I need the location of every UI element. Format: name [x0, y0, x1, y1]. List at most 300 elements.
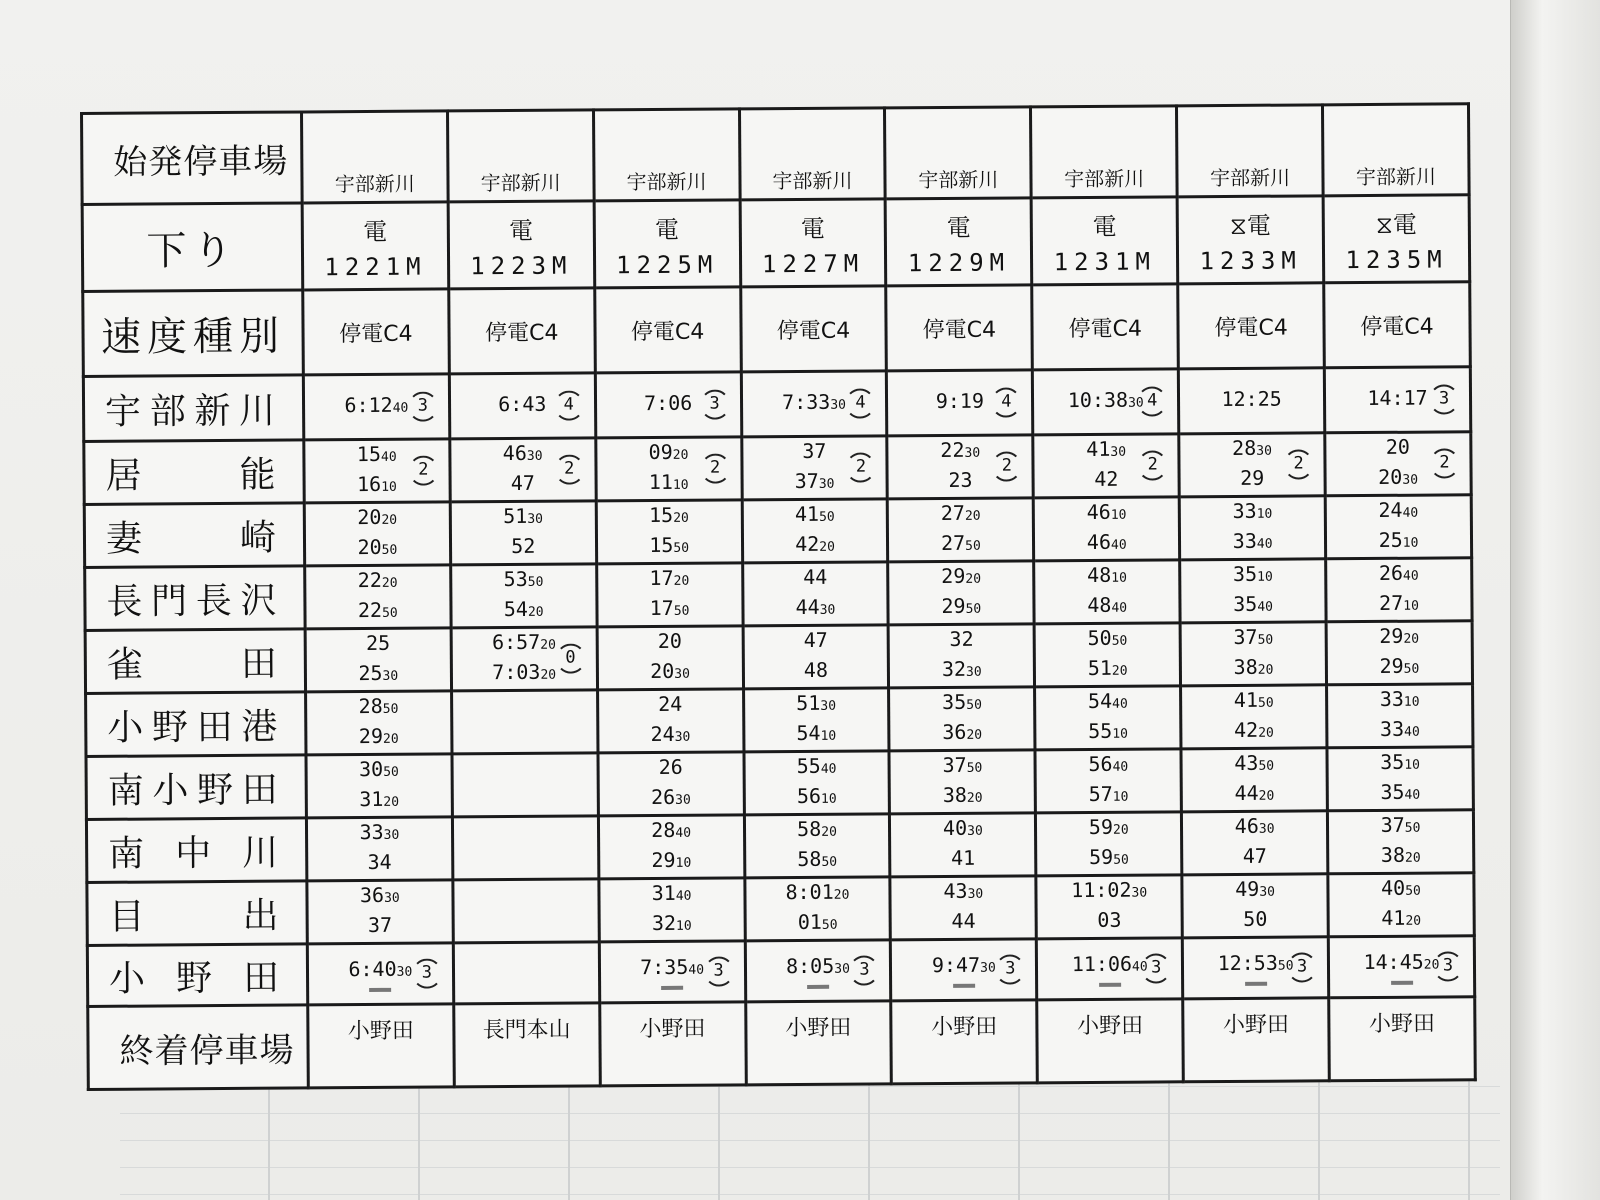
time-main: 53 [503, 566, 528, 592]
station-name-cell [86, 755, 306, 820]
station-name-char: 南 [107, 770, 144, 812]
time-main: 20 [1378, 464, 1403, 489]
station-name [108, 761, 278, 813]
stop-times [1379, 560, 1419, 620]
time-line [942, 689, 982, 719]
time-main: 29 [358, 723, 384, 749]
time-main: 41 [794, 501, 820, 527]
track-number-badge: 3 [703, 956, 733, 986]
station-name-char: 小 [108, 958, 146, 1000]
time-main: 9:19 [935, 388, 985, 414]
stop-time-cell [890, 813, 1036, 877]
stop-times [651, 817, 691, 877]
time-main: 58 [797, 846, 822, 872]
station-name-char: 新 [194, 390, 231, 432]
time-line [359, 756, 399, 786]
time-seconds: 10 [1403, 694, 1420, 710]
time-line [650, 658, 690, 688]
station-name-cell [84, 503, 304, 568]
time-line [652, 910, 692, 940]
station-row [87, 873, 1474, 946]
time-seconds: 30 [384, 890, 400, 906]
stop-times [359, 756, 399, 816]
time-line [796, 690, 836, 720]
time-main: 51 [503, 503, 528, 529]
stop-times [785, 879, 849, 939]
time-line [797, 816, 837, 846]
station-name-char: 田 [240, 643, 277, 685]
time-main: 29 [1379, 653, 1404, 678]
time-line [359, 723, 399, 753]
terminal-station: 小野田 [1183, 998, 1329, 1082]
time-main: 48 [803, 657, 829, 682]
station-name-cell [87, 881, 307, 946]
track-number-badge: 0 [555, 643, 585, 673]
terminal-label: 終着停車場 [88, 1005, 308, 1090]
stop-times [360, 882, 400, 942]
stop-times [1380, 686, 1420, 746]
time-main: 41 [1233, 687, 1259, 712]
train-number-row [82, 195, 1470, 292]
train-type-label: 電 [1092, 212, 1117, 241]
stop-time-cell [744, 877, 890, 941]
time-seconds: 50 [1403, 661, 1420, 677]
time-seconds: 50 [966, 697, 982, 713]
time-main: 33 [1232, 498, 1257, 523]
stop-time-cell [1036, 875, 1182, 939]
stop-times [640, 954, 704, 990]
stop-time-cell [1182, 811, 1328, 875]
time-main: 29 [1240, 465, 1265, 490]
time-seconds: 40 [1131, 959, 1148, 975]
time-line [1218, 950, 1294, 981]
stop-time-cell [889, 624, 1035, 688]
time-main: 31 [651, 880, 676, 906]
station-name-char: 港 [241, 706, 278, 748]
track-number-badge: 3 [1287, 952, 1317, 982]
time-main: 50 [1243, 906, 1268, 931]
stop-time-cell [742, 562, 888, 626]
stop-time-cell [599, 941, 745, 1003]
time-seconds: 30 [1258, 821, 1275, 837]
stop-times [1221, 370, 1282, 432]
time-line [1089, 844, 1129, 874]
time-main: 59 [1088, 814, 1114, 839]
time-line [795, 594, 835, 624]
stop-times [796, 690, 836, 750]
track-number-badge: 3 [995, 954, 1025, 984]
time-main: 46 [1086, 499, 1111, 524]
time-seconds: 30 [675, 792, 691, 808]
stop-times [504, 566, 544, 626]
time-seconds: 40 [1257, 599, 1274, 615]
time-line [1381, 905, 1421, 935]
stop-times [1381, 812, 1421, 872]
time-line [651, 847, 691, 877]
time-main: 36 [359, 882, 385, 908]
time-main: 6:40 [348, 956, 397, 982]
time-main: 12:25 [1221, 386, 1282, 412]
station-name-char: 宇 [104, 391, 142, 433]
stop-time-cell [1034, 497, 1180, 561]
track-number-badge: 3 [700, 389, 730, 419]
station-name-char: 川 [238, 390, 276, 432]
time-line [649, 532, 689, 562]
time-seconds: 50 [821, 854, 838, 870]
station-name-cell [86, 818, 306, 883]
time-main: 29 [941, 593, 966, 618]
time-seconds: 40 [820, 761, 837, 777]
time-seconds: 40 [1402, 505, 1419, 521]
train-type [741, 208, 884, 244]
time-main: 33 [1379, 716, 1405, 741]
time-line [1088, 718, 1128, 748]
stop-time-cell [1179, 433, 1325, 497]
station-row [86, 684, 1473, 757]
station-row [87, 936, 1474, 1007]
stop-time-cell [595, 437, 741, 501]
station-row [84, 432, 1471, 505]
time-line [1379, 590, 1419, 620]
stop-times [650, 628, 690, 688]
time-main: 9:47 [931, 952, 981, 978]
time-line [503, 440, 543, 470]
stop-time-cell [595, 372, 741, 438]
stop-times [1232, 498, 1272, 558]
time-line [358, 630, 398, 660]
train-number: 1233M [1199, 245, 1302, 275]
stop-times [1087, 625, 1127, 685]
time-line [941, 593, 981, 623]
time-main: 27 [940, 500, 965, 525]
time-line [359, 819, 399, 849]
track-number-badge: 2 [992, 451, 1022, 481]
stop-times [1235, 813, 1275, 873]
time-main: 46 [502, 440, 527, 466]
time-main: 28 [1232, 435, 1257, 460]
station-name-char: 田 [242, 957, 280, 999]
time-seconds: 40 [1404, 787, 1421, 803]
stop-time-cell [743, 688, 889, 752]
stop-time-cell [596, 563, 742, 627]
time-main: 41 [950, 845, 976, 870]
time-seconds: 20 [964, 508, 981, 524]
time-line [649, 469, 689, 499]
time-seconds: 20 [965, 571, 982, 587]
track-number-badge: 3 [1429, 384, 1459, 414]
time-line [504, 596, 544, 626]
time-main: 54 [796, 720, 821, 746]
time-line [1235, 843, 1275, 873]
time-main: 47 [803, 627, 828, 652]
time-seconds: 30 [980, 960, 996, 976]
time-line [357, 504, 397, 534]
time-main: 24 [650, 721, 675, 747]
time-main: 31 [359, 786, 384, 812]
stop-times [1072, 951, 1148, 988]
speed-class-row [83, 282, 1471, 377]
stop-times [650, 691, 690, 751]
time-line [804, 627, 828, 657]
time-seconds: 40 [1112, 696, 1128, 712]
time-main: 44 [795, 594, 820, 620]
time-main: 7:06 [643, 390, 693, 416]
stop-time-cell [1179, 496, 1325, 560]
time-seconds: 30 [967, 886, 984, 902]
time-seconds: 20 [383, 794, 400, 810]
track-number-badge: 3 [1141, 953, 1171, 983]
time-seconds: 10 [1110, 507, 1127, 523]
time-line [943, 845, 983, 875]
time-line [943, 878, 983, 908]
time-main: 37 [1233, 624, 1258, 649]
time-line [1068, 371, 1144, 434]
time-line [1087, 592, 1127, 622]
station-name-char: 妻 [105, 518, 143, 560]
time-main: 15 [649, 532, 674, 558]
time-main: 54 [1087, 688, 1113, 713]
speed-class: 停電C4 [1178, 283, 1324, 369]
station-name-char: 崎 [239, 517, 277, 559]
time-main: 25 [358, 660, 383, 686]
stop-times [1071, 877, 1147, 938]
terminal-station: 小野田 [1329, 997, 1476, 1081]
station-name-char: 田 [196, 706, 233, 748]
stop-time-cell [1180, 622, 1326, 686]
time-main: 22 [357, 567, 382, 593]
stop-time-cell [1182, 874, 1328, 938]
time-line [348, 956, 412, 986]
stop-times [359, 693, 399, 753]
track-number-badge: 2 [554, 454, 584, 484]
time-line [649, 439, 689, 469]
stop-times [932, 952, 996, 988]
time-main: 29 [651, 847, 676, 873]
stop-time-cell [451, 627, 597, 691]
train-type [304, 211, 447, 247]
time-line [1378, 497, 1418, 527]
stop-times [1235, 876, 1275, 936]
time-line [360, 849, 400, 879]
time-seconds: 20 [672, 447, 689, 463]
time-seconds: 30 [526, 448, 543, 464]
time-main: 55 [1088, 718, 1113, 743]
time-seconds: 50 [673, 603, 690, 619]
time-main: 32 [941, 656, 967, 681]
time-line [357, 471, 397, 501]
time-main: 32 [651, 910, 677, 936]
train-header [1177, 196, 1323, 284]
stop-time-cell [598, 815, 744, 879]
origin-station: 宇部新川 [447, 110, 594, 202]
time-main: 11:06 [1071, 951, 1133, 977]
stop-times [1233, 561, 1273, 621]
stop-times [1088, 751, 1128, 811]
time-seconds: 10 [1402, 535, 1419, 551]
time-line [941, 530, 981, 560]
time-seconds: 30 [1259, 884, 1276, 900]
stop-times [1380, 749, 1420, 809]
stop-times [359, 819, 399, 879]
time-seconds: 20 [382, 731, 399, 747]
time-line [797, 783, 837, 813]
speed-class-label: 速度種別 [83, 290, 304, 377]
time-main: 43 [943, 878, 968, 903]
time-line [1367, 369, 1428, 431]
time-main: 44 [951, 908, 976, 933]
stop-time-cell [453, 942, 599, 1004]
time-line [1381, 842, 1421, 872]
time-main: 17 [649, 565, 674, 591]
time-line [786, 909, 850, 939]
stop-time-cell [887, 435, 1033, 499]
time-main: 7:35 [640, 954, 689, 980]
time-main: 40 [942, 815, 968, 840]
train-type [1179, 205, 1322, 241]
stop-times [649, 502, 689, 562]
time-line [1380, 686, 1420, 716]
station-name-char: 雀 [106, 644, 144, 686]
train-type-label: 電 [800, 214, 825, 243]
speed-class: 停電C4 [1324, 282, 1471, 368]
time-main: 09 [648, 439, 673, 465]
station-name [108, 887, 278, 939]
train-header [740, 199, 886, 287]
time-seconds: 30 [967, 823, 983, 839]
stop-time-cell [306, 754, 452, 818]
time-seconds: 20 [821, 824, 837, 840]
time-line [1233, 561, 1273, 591]
station-name-char: 川 [242, 832, 279, 874]
station-name [105, 382, 275, 434]
stop-time-cell [596, 500, 742, 564]
train-number: 1223M [470, 251, 573, 280]
time-main: 37 [794, 468, 819, 494]
time-main: 33 [359, 819, 384, 845]
terminal-station: 小野田 [891, 1000, 1037, 1084]
stop-times [941, 563, 981, 623]
time-main: 56 [1088, 751, 1113, 776]
arrival-dash-mark [1391, 981, 1413, 985]
time-main: 10:38 [1067, 387, 1129, 413]
time-seconds: 40 [1111, 600, 1128, 616]
time-line [1379, 623, 1419, 653]
time-line [796, 720, 836, 750]
time-line [795, 468, 835, 498]
time-main: 22 [357, 597, 383, 623]
time-seconds: 10 [1403, 598, 1419, 614]
station-name [108, 824, 278, 876]
stop-time-cell [1034, 560, 1180, 624]
track-number-badge: 2 [700, 453, 730, 483]
time-line [940, 437, 980, 467]
train-header [448, 201, 594, 289]
time-main: 33 [1232, 528, 1257, 553]
time-main: 20 [357, 534, 382, 560]
time-main: 49 [1235, 876, 1260, 901]
stop-times [794, 438, 834, 498]
arrival-dash-mark [1099, 983, 1121, 987]
time-line [360, 912, 400, 942]
time-seconds: 50 [382, 701, 399, 717]
arrival-dash-mark [369, 988, 391, 992]
time-line [942, 719, 982, 749]
stop-times [942, 689, 982, 749]
stop-times [1378, 434, 1418, 494]
stop-times [786, 953, 850, 989]
time-seconds: 40 [1402, 568, 1419, 584]
station-name-char: 野 [175, 957, 213, 999]
time-main: 58 [797, 816, 822, 842]
origin-station: 宇部新川 [1031, 106, 1178, 198]
time-line [1071, 907, 1147, 938]
time-seconds: 50 [965, 601, 982, 617]
station-name [107, 635, 277, 687]
time-main: 36 [942, 719, 967, 744]
time-seconds: 50 [1258, 758, 1275, 774]
track-number-badge: 4 [554, 390, 584, 420]
train-type-label: 電 [654, 215, 680, 244]
time-line [1089, 781, 1129, 811]
train-header [1031, 197, 1177, 285]
stop-times [1088, 688, 1128, 748]
time-line [1234, 654, 1274, 684]
time-main: 28 [358, 693, 383, 719]
time-line [1378, 464, 1418, 494]
time-line [1233, 624, 1273, 654]
stop-time-cell [742, 499, 888, 563]
station-name-char: 沢 [240, 580, 277, 622]
train-number: 1235M [1345, 244, 1448, 274]
station-name-cell [85, 566, 305, 631]
time-line [503, 503, 543, 533]
time-seconds: 50 [1113, 852, 1129, 868]
time-main: 15 [648, 502, 674, 528]
time-main: 51 [1087, 655, 1112, 680]
time-line [795, 564, 835, 594]
time-seconds: 50 [965, 538, 981, 554]
time-main: 59 [1089, 844, 1114, 869]
origin-station: 宇部新川 [739, 108, 886, 200]
stop-times [1379, 623, 1419, 683]
stop-time-cell [307, 880, 453, 944]
station-name [106, 572, 276, 624]
track-number-badge: 4 [845, 388, 875, 418]
stop-times [943, 878, 983, 938]
station-row [86, 810, 1473, 883]
time-seconds: 10 [1257, 569, 1273, 585]
time-main: 20 [1385, 434, 1411, 459]
time-seconds: 20 [673, 573, 690, 589]
time-seconds: 20 [1257, 662, 1274, 678]
stop-time-cell [1328, 936, 1474, 998]
time-main: 20 [650, 658, 675, 684]
time-line [942, 656, 982, 686]
stop-times [357, 441, 397, 501]
station-name-char: 長 [195, 580, 232, 622]
stop-times [943, 815, 983, 875]
stop-time-cell [449, 373, 595, 439]
time-seconds: 30 [965, 664, 982, 680]
time-line [942, 752, 982, 782]
time-seconds: 20 [1405, 913, 1422, 929]
train-type [1033, 206, 1176, 242]
time-line [1363, 949, 1439, 980]
stop-time-cell [888, 561, 1034, 625]
stop-time-cell [745, 940, 891, 1002]
time-line [652, 880, 692, 910]
terminal-station: 長門本山 [454, 1003, 600, 1087]
